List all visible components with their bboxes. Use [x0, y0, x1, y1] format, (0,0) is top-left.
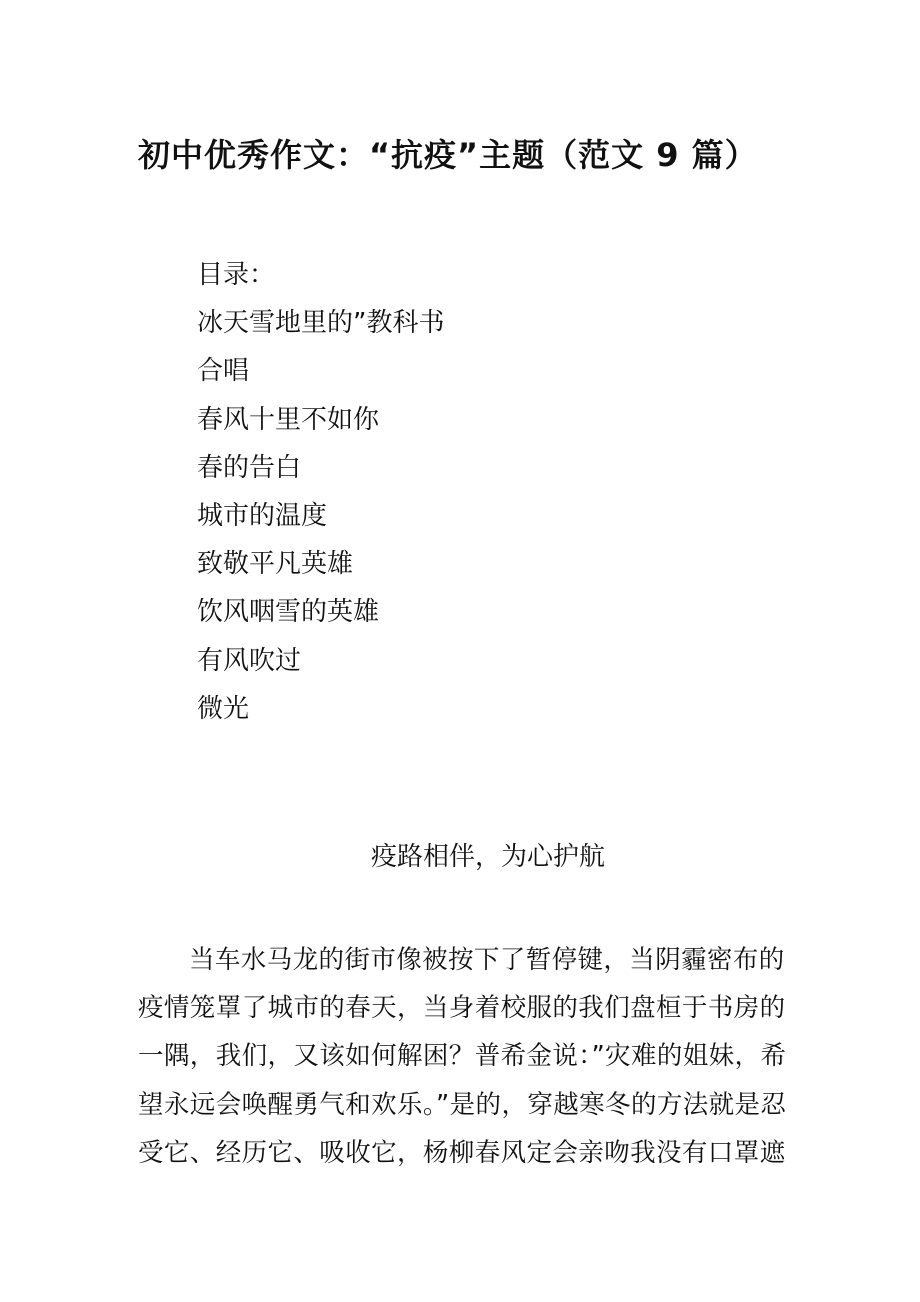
toc-item: 饮风咽雪的英雄 — [197, 597, 380, 628]
table-of-contents — [197, 255, 444, 737]
toc-item: 城市的温度 — [197, 500, 328, 531]
toc-item: 冰天雪地里的”教科书 — [197, 308, 445, 339]
paragraph-line: 疫情笼罩了城市的春天，当身着校服的我们盘桓于书房的 — [138, 993, 786, 1024]
toc-item: 春风十里不如你 — [197, 404, 380, 435]
essay-title: 疫路相伴，为心护航 — [370, 842, 605, 872]
toc-item: 春的告白 — [197, 452, 302, 483]
paragraph-line: 望永远会唤醒勇气和欢乐。”是的，穿越寒冬的方法就是忍 — [138, 1089, 787, 1120]
essay-paragraph — [138, 940, 787, 1181]
toc-item: 致敬平凡英雄 — [197, 549, 354, 580]
paragraph-line: 一隅，我们，又该如何解困？普希金说：”灾难的姐妹，希 — [138, 1041, 787, 1072]
toc-item: 合唱 — [197, 356, 250, 387]
paragraph-line: 受它、经历它、吸收它，杨柳春风定会亲吻我没有口罩遮 — [138, 1137, 786, 1168]
paragraph-line: 当车水马龙的街市像被按下了暂停键，当阴霾密布的 — [189, 945, 785, 975]
toc-item: 微光 — [197, 693, 250, 724]
toc-heading: 目录： — [197, 260, 276, 290]
toc-item: 有风吹过 — [197, 645, 302, 676]
document-title: 初中优秀作文：“抗疫”主题（范文 9 篇） — [138, 136, 758, 174]
